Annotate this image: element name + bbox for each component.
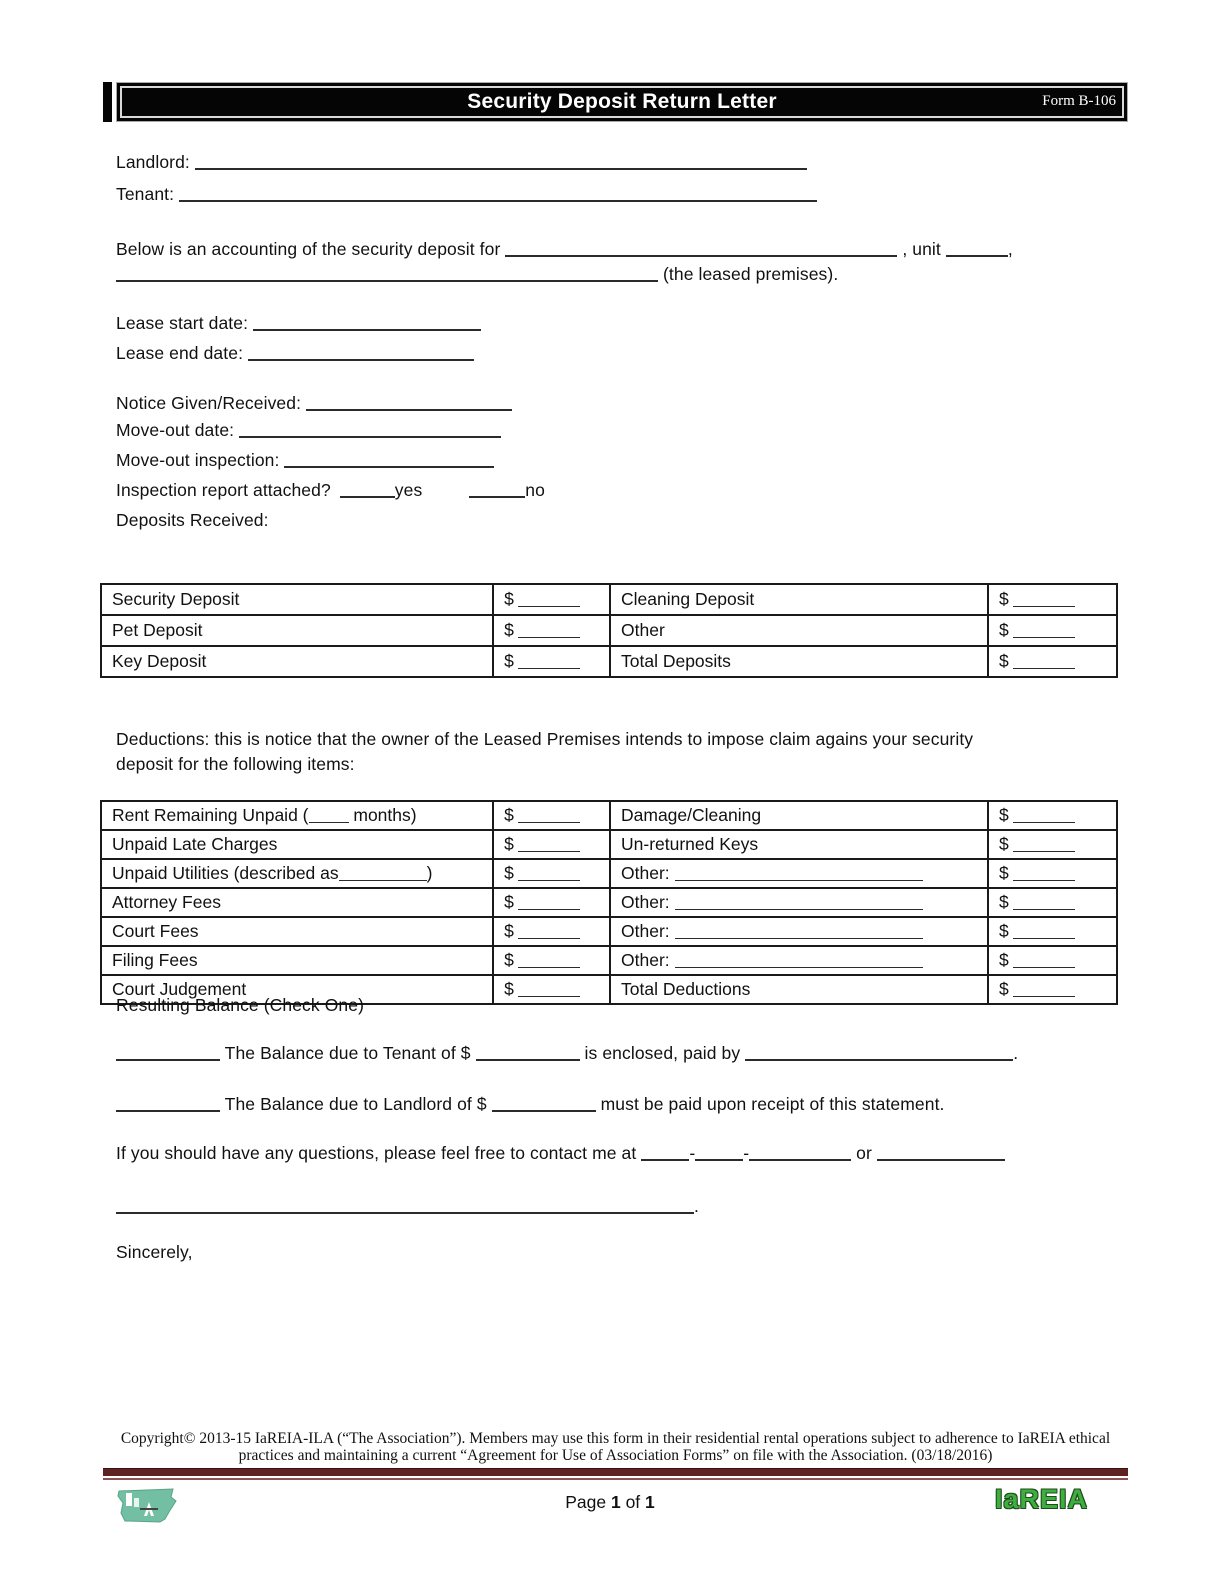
table-row	[101, 801, 1117, 830]
table-row	[101, 859, 1117, 888]
deduction-label: Other:	[621, 892, 670, 912]
table-row	[101, 917, 1117, 946]
balance-landlord-row	[116, 1094, 945, 1115]
phone-dash: -	[689, 1143, 696, 1163]
currency-symbol: $	[460, 1043, 471, 1063]
deduction-label: Unpaid Late Charges	[112, 834, 278, 854]
premises-name-field[interactable]	[505, 241, 897, 257]
currency-symbol: $	[504, 979, 514, 999]
page-title: Security Deposit Return Letter	[467, 90, 777, 113]
table-row	[101, 888, 1117, 917]
other3-amount-field[interactable]	[1013, 924, 1075, 939]
table-row	[101, 584, 1117, 615]
balance-landlord-post: must be paid upon receipt of this statement.	[600, 1094, 945, 1114]
moveout-inspection-label: Move-out inspection:	[116, 450, 280, 470]
deduction-label: Damage/Cleaning	[621, 805, 762, 825]
rent-unpaid-amount-field[interactable]	[518, 808, 580, 823]
page-total: 1	[645, 1492, 655, 1512]
currency-symbol: $	[998, 834, 1009, 854]
currency-symbol: $	[998, 950, 1009, 970]
deposit-label: Cleaning Deposit	[621, 589, 755, 609]
deductions-intro-line2: deposit for the following items:	[116, 754, 355, 774]
or-label: or	[856, 1143, 872, 1163]
table-row	[101, 946, 1117, 975]
lease-end-label: Lease end date:	[116, 343, 244, 363]
table-row	[101, 830, 1117, 859]
contact-alt-field[interactable]	[877, 1145, 1005, 1161]
unit-field[interactable]	[946, 241, 1008, 257]
pet-deposit-amount-field[interactable]	[518, 623, 580, 638]
currency-symbol: $	[504, 863, 514, 883]
balance-tenant-row	[116, 1043, 1018, 1064]
utilities-described-field[interactable]	[339, 866, 427, 881]
deductions-intro	[116, 727, 973, 777]
no-label: no	[525, 480, 545, 500]
form-number: Form B-106	[1042, 93, 1116, 109]
phone-prefix-field[interactable]	[695, 1145, 743, 1161]
moveout-date-label: Move-out date:	[116, 420, 235, 440]
yes-label: yes	[394, 480, 423, 500]
deduction-label: Court Fees	[112, 921, 199, 941]
total-deductions-amount-field[interactable]	[1013, 982, 1075, 997]
of-label: of	[625, 1492, 641, 1512]
report-yes-field[interactable]	[340, 482, 395, 498]
moveout-date-field[interactable]	[239, 422, 501, 438]
header-left-strip	[103, 82, 112, 122]
notice-label: Notice Given/Received:	[116, 393, 302, 413]
deduction-label: Unpaid Utilities (described as	[112, 863, 339, 883]
balance-landlord-text: The Balance due to Landlord of	[224, 1094, 472, 1114]
cleaning-deposit-amount-field[interactable]	[1013, 592, 1075, 607]
landlord-field[interactable]	[195, 154, 807, 170]
deduction-label: Rent Remaining Unpaid (	[112, 805, 309, 825]
deduction-label: Other:	[621, 921, 670, 941]
landlord-amount-field[interactable]	[492, 1096, 596, 1112]
damage-cleaning-amount-field[interactable]	[1013, 808, 1075, 823]
iareia-logo: IaREIA	[994, 1484, 1088, 1514]
lease-start-field[interactable]	[253, 315, 481, 331]
other1-amount-field[interactable]	[1013, 866, 1075, 881]
court-fees-amount-field[interactable]	[518, 924, 580, 939]
currency-symbol: $	[998, 620, 1009, 640]
deduction-label-suffix: )	[426, 863, 433, 883]
currency-symbol: $	[476, 1094, 487, 1114]
utilities-amount-field[interactable]	[518, 866, 580, 881]
attorney-fees-amount-field[interactable]	[518, 895, 580, 910]
contact-line2	[116, 1196, 699, 1217]
currency-symbol: $	[998, 921, 1009, 941]
footer-divider-bar	[103, 1468, 1128, 1480]
accounting-prefix: Below is an accounting of the security deposit for	[116, 239, 501, 259]
currency-symbol: $	[504, 921, 514, 941]
currency-symbol: $	[504, 651, 514, 671]
notice-row	[116, 393, 512, 414]
copyright-line2: practices and maintaining a current “Agreement for Use of Association Forms” on file with the Association. (03/18/2016)	[238, 1447, 993, 1464]
currency-symbol: $	[998, 979, 1009, 999]
inspection-report-row	[116, 480, 545, 501]
contact-line2-field[interactable]	[116, 1198, 694, 1214]
premises-address-field[interactable]	[116, 266, 658, 282]
currency-symbol: $	[998, 805, 1009, 825]
other4-amount-field[interactable]	[1013, 953, 1075, 968]
deposits-table	[100, 583, 1118, 678]
landlord-check-field[interactable]	[116, 1096, 220, 1112]
currency-symbol: $	[998, 892, 1009, 912]
resulting-balance-heading: Resulting Balance (Check One)	[116, 995, 365, 1015]
deduction-label: Total Deductions	[621, 979, 751, 999]
copyright-line1: Copyright© 2013-15 IaREIA-ILA (“The Association”). Members may use this form in their residential rental operations subject to adherence to IaREIA ethical	[120, 1430, 1111, 1447]
deduction-label: Court Judgement	[112, 979, 247, 999]
deduction-label: Attorney Fees	[112, 892, 221, 912]
other-deposit-amount-field[interactable]	[1013, 623, 1075, 638]
accounting-line1	[116, 239, 1013, 260]
deduction-label: Filing Fees	[112, 950, 198, 970]
lease-start-label: Lease start date:	[116, 313, 249, 333]
other-description-field[interactable]	[675, 924, 923, 939]
deductions-table	[100, 800, 1118, 1005]
leased-premises-label: (the leased premises).	[662, 264, 839, 284]
lease-start-row	[116, 313, 481, 334]
paid-by-field[interactable]	[745, 1045, 1013, 1061]
table-row	[101, 615, 1117, 646]
currency-symbol: $	[998, 651, 1009, 671]
closing-text: Sincerely,	[116, 1242, 193, 1262]
deposit-label: Pet Deposit	[112, 620, 203, 640]
unreturned-keys-amount-field[interactable]	[1013, 837, 1075, 852]
page-label: Page	[565, 1492, 607, 1512]
deductions-intro-line1: Deductions: this is notice that the owner of the Leased Premises intends to impose claim agains your security	[116, 729, 974, 749]
deposits-received-row	[116, 510, 269, 531]
currency-symbol: $	[504, 589, 514, 609]
other-description-field[interactable]	[675, 866, 923, 881]
total-deposits-amount-field[interactable]	[1013, 654, 1075, 669]
accounting-comma: ,	[1007, 239, 1013, 259]
court-judgement-amount-field[interactable]	[518, 982, 580, 997]
landlord-label: Landlord:	[116, 152, 190, 172]
currency-symbol: $	[504, 805, 514, 825]
currency-symbol: $	[504, 834, 514, 854]
deposit-label: Total Deposits	[621, 651, 731, 671]
security-deposit-amount-field[interactable]	[518, 592, 580, 607]
late-charges-amount-field[interactable]	[518, 837, 580, 852]
deposit-label: Key Deposit	[112, 651, 207, 671]
tenant-row	[116, 184, 817, 205]
page-number: 1	[610, 1492, 621, 1512]
currency-symbol: $	[504, 892, 514, 912]
currency-symbol: $	[504, 620, 514, 640]
copyright-notice	[103, 1430, 1128, 1464]
balance-tenant-end: .	[1013, 1043, 1019, 1063]
months-field[interactable]	[309, 808, 349, 823]
moveout-inspection-field[interactable]	[284, 452, 494, 468]
lease-end-row	[116, 343, 474, 364]
phone-line-field[interactable]	[749, 1145, 851, 1161]
lease-end-field[interactable]	[248, 345, 474, 361]
table-row	[101, 646, 1117, 677]
accounting-line2	[116, 264, 838, 285]
contact-line2-end: .	[694, 1196, 699, 1216]
phone-area-field[interactable]	[641, 1145, 689, 1161]
header-bar	[116, 82, 1128, 122]
contact-text: If you should have any questions, please feel free to contact me at	[116, 1143, 637, 1163]
deposit-label: Security Deposit	[112, 589, 240, 609]
tenant-check-field[interactable]	[116, 1045, 220, 1061]
balance-tenant-text: The Balance due to Tenant of	[224, 1043, 456, 1063]
unit-label: , unit	[902, 239, 941, 259]
tenant-amount-field[interactable]	[476, 1045, 580, 1061]
inspection-report-question: Inspection report attached?	[116, 480, 331, 500]
deduction-label: Un-returned Keys	[621, 834, 759, 854]
deposit-label: Other	[621, 620, 665, 640]
phone-dash: -	[743, 1143, 750, 1163]
landlord-row	[116, 152, 807, 173]
tenant-label: Tenant:	[116, 184, 175, 204]
currency-symbol: $	[504, 950, 514, 970]
other2-amount-field[interactable]	[1013, 895, 1075, 910]
deduction-label: Other:	[621, 863, 670, 883]
tenant-field[interactable]	[179, 186, 817, 202]
currency-symbol: $	[998, 863, 1009, 883]
other-description-field[interactable]	[675, 895, 923, 910]
filing-fees-amount-field[interactable]	[518, 953, 580, 968]
report-no-field[interactable]	[469, 482, 525, 498]
deduction-label: Other:	[621, 950, 670, 970]
moveout-inspection-row	[116, 450, 494, 471]
deposits-received-label: Deposits Received:	[116, 510, 269, 530]
key-deposit-amount-field[interactable]	[518, 654, 580, 669]
notice-field[interactable]	[306, 395, 512, 411]
moveout-date-row	[116, 420, 501, 441]
other-description-field[interactable]	[675, 953, 923, 968]
contact-row	[116, 1143, 1005, 1164]
currency-symbol: $	[998, 589, 1009, 609]
deduction-label-suffix: months)	[348, 805, 417, 825]
balance-tenant-mid: is enclosed, paid by	[584, 1043, 741, 1063]
